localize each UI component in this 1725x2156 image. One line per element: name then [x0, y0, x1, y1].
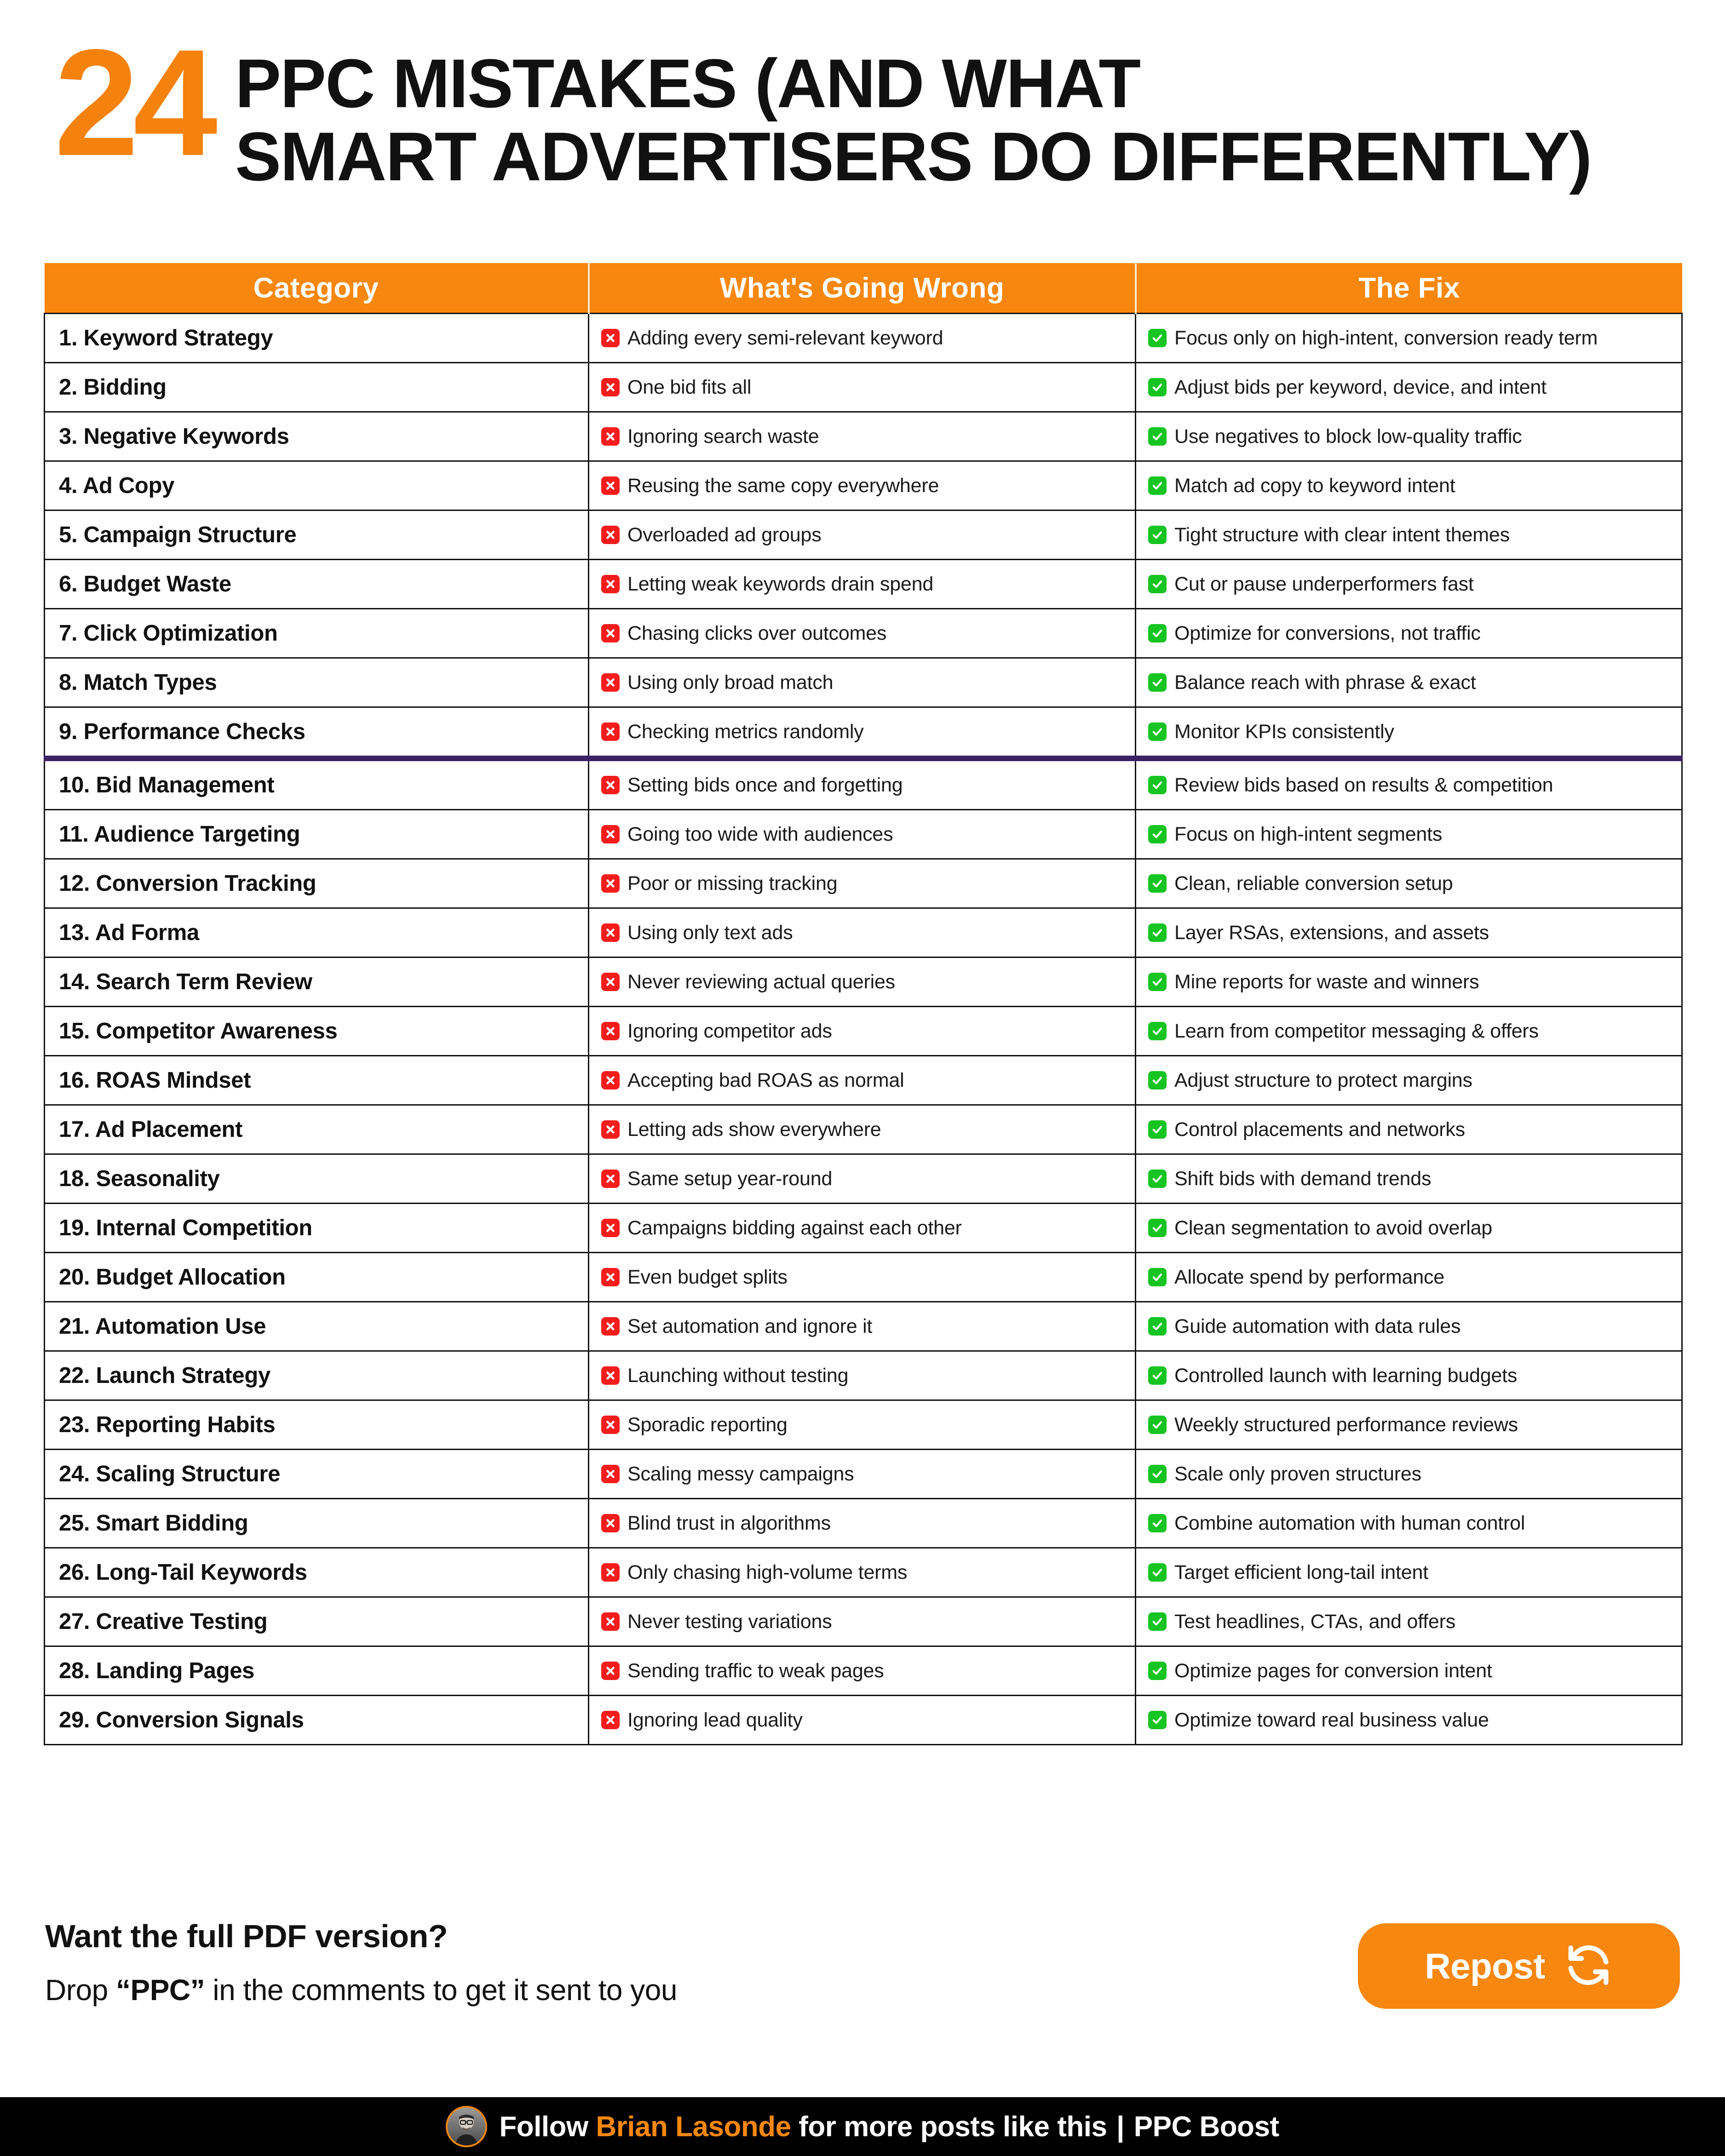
row-the-fix — [1136, 1597, 1682, 1646]
success-check-icon — [1148, 1022, 1167, 1040]
row-whats-going-wrong — [589, 958, 1136, 1007]
row-category: 3. Negative Keywords — [45, 412, 589, 461]
table-row — [45, 758, 1682, 810]
success-check-icon — [1148, 923, 1167, 942]
cta-keyword: “PPC” — [116, 1973, 205, 2007]
row-fix-text: Clean, reliable conversion setup — [1174, 872, 1453, 895]
error-x-icon — [601, 1563, 620, 1582]
row-category: 29. Conversion Signals — [45, 1696, 589, 1745]
row-wrong-text: Setting bids once and forgetting — [627, 774, 903, 796]
column-header-the-fix: The Fix — [1136, 263, 1682, 314]
row-whats-going-wrong — [589, 1302, 1136, 1351]
row-whats-going-wrong — [589, 1548, 1136, 1597]
success-check-icon — [1148, 378, 1167, 396]
error-x-icon — [601, 722, 620, 741]
footer-follow-suffix: for more posts like this — [791, 2110, 1107, 2143]
error-x-icon — [601, 1120, 620, 1139]
row-the-fix — [1136, 1253, 1682, 1302]
error-x-icon — [601, 329, 620, 347]
error-x-icon — [601, 874, 620, 893]
row-fix-text: Scale only proven structures — [1174, 1462, 1421, 1485]
error-x-icon — [601, 1071, 620, 1089]
footer-author-name[interactable]: Brian Lasonde — [596, 2110, 791, 2143]
row-wrong-text: Using only broad match — [627, 671, 834, 694]
table-row — [45, 810, 1682, 859]
error-x-icon — [601, 1170, 620, 1188]
success-check-icon — [1148, 575, 1167, 593]
cta-sub-prefix: Drop — [45, 1973, 116, 2007]
cta-headline: Want the full PDF version? — [45, 1918, 448, 1954]
row-category: 19. Internal Competition — [45, 1204, 589, 1253]
row-fix-text: Match ad copy to keyword intent — [1174, 474, 1455, 497]
success-check-icon — [1148, 673, 1167, 692]
row-category: 7. Click Optimization — [45, 609, 589, 658]
success-check-icon — [1148, 1317, 1167, 1336]
row-wrong-text: Overloaded ad groups — [627, 523, 822, 546]
error-x-icon — [601, 526, 620, 544]
row-wrong-text: Reusing the same copy everywhere — [627, 474, 939, 497]
row-wrong-text: One bid fits all — [627, 376, 752, 398]
row-the-fix — [1136, 1204, 1682, 1253]
row-wrong-text: Letting weak keywords drain spend — [627, 573, 934, 595]
row-fix-text: Controlled launch with learning budgets — [1174, 1364, 1518, 1387]
row-category: 9. Performance Checks — [45, 707, 589, 759]
cta-section — [45, 1918, 1680, 2033]
row-the-fix — [1136, 1450, 1682, 1499]
row-wrong-text: Set automation and ignore it — [627, 1315, 873, 1337]
page-title — [235, 40, 1591, 193]
page-header — [0, 0, 1725, 193]
table-row — [45, 1302, 1682, 1351]
row-whats-going-wrong — [589, 1400, 1136, 1450]
error-x-icon — [601, 476, 620, 495]
row-category: 17. Ad Placement — [45, 1105, 589, 1154]
row-category: 21. Automation Use — [45, 1302, 589, 1351]
error-x-icon — [601, 923, 620, 942]
success-check-icon — [1148, 1662, 1167, 1680]
row-the-fix — [1136, 560, 1682, 609]
footer-separator: | — [1109, 2110, 1132, 2143]
row-the-fix — [1136, 1696, 1682, 1745]
success-check-icon — [1148, 1268, 1167, 1286]
row-wrong-text: Even budget splits — [627, 1266, 788, 1288]
row-fix-text: Balance reach with phrase & exact — [1174, 671, 1476, 694]
row-fix-text: Weekly structured performance reviews — [1174, 1413, 1518, 1436]
row-whats-going-wrong — [589, 758, 1136, 810]
row-wrong-text: Sending traffic to weak pages — [627, 1659, 884, 1682]
row-wrong-text: Sporadic reporting — [627, 1413, 788, 1436]
row-category: 12. Conversion Tracking — [45, 859, 589, 908]
row-the-fix — [1136, 1007, 1682, 1056]
table-row — [45, 1400, 1682, 1450]
row-whats-going-wrong — [589, 1499, 1136, 1548]
success-check-icon — [1148, 1563, 1167, 1582]
row-fix-text: Review bids based on results & competition — [1174, 774, 1553, 796]
row-fix-text: Test headlines, CTAs, and offers — [1174, 1610, 1456, 1633]
row-whats-going-wrong — [589, 658, 1136, 707]
row-category: 18. Seasonality — [45, 1154, 589, 1204]
row-whats-going-wrong — [589, 1646, 1136, 1696]
row-whats-going-wrong — [589, 1450, 1136, 1499]
row-fix-text: Optimize pages for conversion intent — [1174, 1659, 1492, 1682]
success-check-icon — [1148, 1711, 1167, 1729]
count-badge: 24 — [54, 17, 213, 187]
table-header-row — [45, 263, 1682, 314]
row-category: 5. Campaign Structure — [45, 510, 589, 560]
success-check-icon — [1148, 329, 1167, 347]
title-line-2: SMART ADVERTISERS DO DIFFERENTLY) — [235, 118, 1592, 195]
table-body — [45, 314, 1682, 1745]
table-row — [45, 609, 1682, 658]
profile-avatar — [446, 2106, 487, 2147]
row-wrong-text: Chasing clicks over outcomes — [627, 622, 887, 644]
row-category: 28. Landing Pages — [45, 1646, 589, 1696]
row-fix-text: Adjust bids per keyword, device, and intent — [1174, 376, 1547, 398]
table-row — [45, 1007, 1682, 1056]
table-row — [45, 707, 1682, 759]
table-row — [45, 1548, 1682, 1597]
row-whats-going-wrong — [589, 510, 1136, 560]
row-whats-going-wrong — [589, 560, 1136, 609]
error-x-icon — [601, 378, 620, 396]
row-fix-text: Allocate spend by performance — [1174, 1266, 1444, 1288]
success-check-icon — [1148, 874, 1167, 893]
row-fix-text: Tight structure with clear intent themes — [1174, 523, 1510, 546]
error-x-icon — [601, 1514, 620, 1532]
row-category: 20. Budget Allocation — [45, 1253, 589, 1302]
row-the-fix — [1136, 1548, 1682, 1597]
table-row — [45, 1696, 1682, 1745]
row-wrong-text: Blind trust in algorithms — [627, 1512, 831, 1534]
success-check-icon — [1148, 1120, 1167, 1139]
mistakes-table-container — [44, 263, 1681, 1745]
error-x-icon — [601, 1711, 620, 1729]
row-category: 16. ROAS Mindset — [45, 1056, 589, 1105]
row-the-fix — [1136, 908, 1682, 958]
row-wrong-text: Poor or missing tracking — [627, 872, 838, 895]
row-wrong-text: Ignoring lead quality — [627, 1709, 803, 1731]
row-the-fix — [1136, 758, 1682, 810]
success-check-icon — [1148, 1612, 1167, 1631]
row-fix-text: Control placements and networks — [1174, 1118, 1465, 1141]
table-row — [45, 510, 1682, 560]
row-wrong-text: Letting ads show everywhere — [627, 1118, 881, 1141]
row-the-fix — [1136, 1154, 1682, 1204]
row-category: 8. Match Types — [45, 658, 589, 707]
row-whats-going-wrong — [589, 609, 1136, 658]
table-row — [45, 1253, 1682, 1302]
row-category: 10. Bid Management — [45, 758, 589, 810]
table-row — [45, 314, 1682, 363]
mistakes-table — [44, 263, 1683, 1745]
row-fix-text: Target efficient long-tail intent — [1174, 1561, 1428, 1583]
row-fix-text: Shift bids with demand trends — [1174, 1167, 1432, 1190]
row-fix-text: Focus on high-intent segments — [1174, 823, 1443, 845]
row-fix-text: Guide automation with data rules — [1174, 1315, 1461, 1337]
row-fix-text: Learn from competitor messaging & offers — [1174, 1020, 1539, 1042]
row-the-fix — [1136, 461, 1682, 510]
error-x-icon — [601, 427, 620, 446]
row-the-fix — [1136, 1499, 1682, 1548]
row-wrong-text: Accepting bad ROAS as normal — [627, 1069, 904, 1091]
row-wrong-text: Adding every semi-relevant keyword — [627, 327, 943, 349]
error-x-icon — [601, 1416, 620, 1434]
row-whats-going-wrong — [589, 461, 1136, 510]
row-wrong-text: Same setup year-round — [627, 1167, 833, 1190]
row-the-fix — [1136, 1646, 1682, 1696]
footer-brand: PPC Boost — [1133, 2110, 1279, 2143]
error-x-icon — [601, 1366, 620, 1385]
error-x-icon — [601, 673, 620, 692]
table-row — [45, 461, 1682, 510]
row-category: 24. Scaling Structure — [45, 1450, 589, 1499]
error-x-icon — [601, 1662, 620, 1680]
row-fix-text: Focus only on high-intent, conversion ready term — [1174, 327, 1598, 349]
success-check-icon — [1148, 1219, 1167, 1237]
error-x-icon — [601, 973, 620, 991]
table-row — [45, 1597, 1682, 1646]
row-fix-text: Use negatives to block low-quality traffic — [1174, 425, 1522, 447]
error-x-icon — [601, 1612, 620, 1631]
error-x-icon — [601, 1465, 620, 1483]
row-wrong-text: Scaling messy campaigns — [627, 1462, 854, 1485]
row-wrong-text: Going too wide with audiences — [627, 823, 893, 845]
row-whats-going-wrong — [589, 1696, 1136, 1745]
success-check-icon — [1148, 1071, 1167, 1089]
row-wrong-text: Never reviewing actual queries — [627, 970, 895, 993]
title-line-1: PPC MISTAKES (AND WHAT — [235, 45, 1140, 122]
row-the-fix — [1136, 1351, 1682, 1400]
row-fix-text: Mine reports for waste and winners — [1174, 970, 1479, 993]
error-x-icon — [601, 825, 620, 843]
table-row — [45, 1450, 1682, 1499]
row-the-fix — [1136, 363, 1682, 412]
success-check-icon — [1148, 1465, 1167, 1483]
row-whats-going-wrong — [589, 1253, 1136, 1302]
table-row — [45, 363, 1682, 412]
row-fix-text: Combine automation with human control — [1174, 1512, 1525, 1534]
footer-follow-prefix: Follow — [499, 2110, 596, 2143]
row-the-fix — [1136, 707, 1682, 759]
cta-sub-suffix: in the comments to get it sent to you — [205, 1973, 677, 2007]
table-header — [45, 263, 1682, 314]
success-check-icon — [1148, 722, 1167, 741]
row-whats-going-wrong — [589, 1597, 1136, 1646]
row-wrong-text: Using only text ads — [627, 921, 793, 944]
row-the-fix — [1136, 958, 1682, 1007]
table-row — [45, 1204, 1682, 1253]
error-x-icon — [601, 1317, 620, 1336]
column-header-whats-going-wrong: What's Going Wrong — [589, 263, 1136, 314]
error-x-icon — [601, 575, 620, 593]
row-whats-going-wrong — [589, 363, 1136, 412]
row-the-fix — [1136, 412, 1682, 461]
row-fix-text: Optimize for conversions, not traffic — [1174, 622, 1481, 644]
success-check-icon — [1148, 476, 1167, 495]
row-category: 1. Keyword Strategy — [45, 314, 589, 363]
row-whats-going-wrong — [589, 1007, 1136, 1056]
row-whats-going-wrong — [589, 908, 1136, 958]
row-category: 25. Smart Bidding — [45, 1499, 589, 1548]
table-row — [45, 958, 1682, 1007]
row-whats-going-wrong — [589, 1105, 1136, 1154]
success-check-icon — [1148, 1514, 1167, 1532]
column-header-category: Category — [45, 263, 589, 314]
row-wrong-text: Ignoring competitor ads — [627, 1020, 832, 1042]
row-the-fix — [1136, 1302, 1682, 1351]
row-category: 23. Reporting Habits — [45, 1400, 589, 1450]
row-category: 26. Long-Tail Keywords — [45, 1548, 589, 1597]
table-row — [45, 1056, 1682, 1105]
refresh-cycle-icon — [1564, 1940, 1613, 1992]
table-row — [45, 1351, 1682, 1400]
row-whats-going-wrong — [589, 810, 1136, 859]
row-fix-text: Monitor KPIs consistently — [1174, 720, 1394, 743]
row-whats-going-wrong — [589, 707, 1136, 759]
success-check-icon — [1148, 776, 1167, 794]
row-wrong-text: Ignoring search waste — [627, 425, 819, 447]
row-whats-going-wrong — [589, 1154, 1136, 1204]
row-category: 6. Budget Waste — [45, 560, 589, 609]
table-row — [45, 859, 1682, 908]
table-row — [45, 1646, 1682, 1696]
footer-bar — [0, 2097, 1725, 2156]
row-category: 2. Bidding — [45, 363, 589, 412]
table-row — [45, 908, 1682, 958]
row-fix-text: Layer RSAs, extensions, and assets — [1174, 921, 1489, 944]
row-category: 14. Search Term Review — [45, 958, 589, 1007]
repost-button-label: Repost — [1425, 1945, 1545, 1986]
row-whats-going-wrong — [589, 412, 1136, 461]
row-the-fix — [1136, 510, 1682, 560]
success-check-icon — [1148, 427, 1167, 446]
table-row — [45, 1105, 1682, 1154]
row-fix-text: Optimize toward real business value — [1174, 1709, 1489, 1731]
row-fix-text: Cut or pause underperformers fast — [1174, 573, 1474, 595]
row-the-fix — [1136, 859, 1682, 908]
row-category: 15. Competitor Awareness — [45, 1007, 589, 1056]
row-whats-going-wrong — [589, 1204, 1136, 1253]
table-row — [45, 560, 1682, 609]
repost-button[interactable] — [1358, 1923, 1680, 2009]
error-x-icon — [601, 1022, 620, 1040]
row-the-fix — [1136, 1105, 1682, 1154]
row-whats-going-wrong — [589, 314, 1136, 363]
row-whats-going-wrong — [589, 859, 1136, 908]
table-row — [45, 1154, 1682, 1204]
error-x-icon — [601, 1219, 620, 1237]
success-check-icon — [1148, 1366, 1167, 1385]
table-row — [45, 658, 1682, 707]
error-x-icon — [601, 1268, 620, 1286]
success-check-icon — [1148, 1170, 1167, 1188]
row-the-fix — [1136, 658, 1682, 707]
table-row — [45, 412, 1682, 461]
row-category: 27. Creative Testing — [45, 1597, 589, 1646]
row-the-fix — [1136, 1056, 1682, 1105]
row-the-fix — [1136, 810, 1682, 859]
row-fix-text: Clean segmentation to avoid overlap — [1174, 1216, 1492, 1239]
table-row — [45, 1499, 1682, 1548]
footer-follow-text — [499, 2110, 1279, 2143]
error-x-icon — [601, 776, 620, 794]
row-the-fix — [1136, 1400, 1682, 1450]
row-the-fix — [1136, 314, 1682, 363]
error-x-icon — [601, 624, 620, 642]
success-check-icon — [1148, 624, 1167, 642]
row-wrong-text: Launching without testing — [627, 1364, 849, 1387]
row-category: 22. Launch Strategy — [45, 1351, 589, 1400]
success-check-icon — [1148, 825, 1167, 843]
row-whats-going-wrong — [589, 1351, 1136, 1400]
row-wrong-text: Only chasing high-volume terms — [627, 1561, 908, 1583]
row-category: 13. Ad Forma — [45, 908, 589, 958]
row-category: 11. Audience Targeting — [45, 810, 589, 859]
success-check-icon — [1148, 973, 1167, 991]
success-check-icon — [1148, 526, 1167, 544]
row-the-fix — [1136, 609, 1682, 658]
row-category: 4. Ad Copy — [45, 461, 589, 510]
success-check-icon — [1148, 1416, 1167, 1434]
row-whats-going-wrong — [589, 1056, 1136, 1105]
row-wrong-text: Never testing variations — [627, 1610, 832, 1633]
row-wrong-text: Checking metrics randomly — [627, 720, 864, 743]
row-wrong-text: Campaigns bidding against each other — [627, 1216, 962, 1239]
row-fix-text: Adjust structure to protect margins — [1174, 1069, 1472, 1091]
